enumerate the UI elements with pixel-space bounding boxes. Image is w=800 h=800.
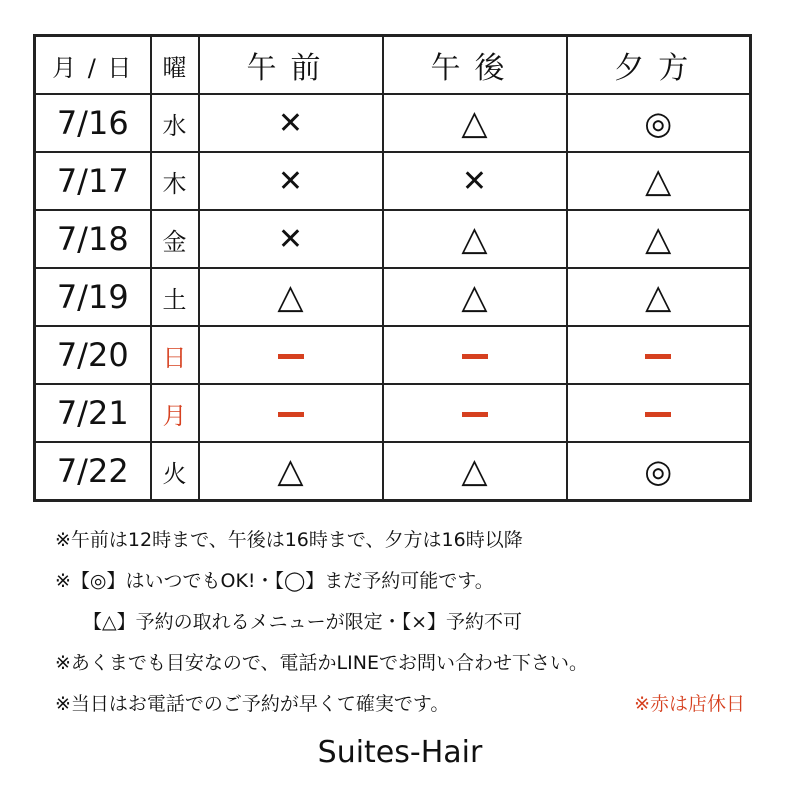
row-date: 7/22 [35, 442, 151, 501]
note-contact: ※あくまでも目安なので、電話かLINEでお問い合わせ下さい。 [55, 652, 588, 674]
row-weekday: 水 [151, 94, 199, 152]
limited-triangle-icon: △ [461, 219, 488, 259]
row-weekday: 木 [151, 152, 199, 210]
note-closed-day: ※赤は店休日 [634, 693, 745, 715]
slot-afternoon [383, 94, 567, 152]
slot-evening [567, 94, 751, 152]
limited-triangle-icon: △ [277, 277, 304, 317]
note-legend-1: ※【◎】はいつでもOK!・【◯】まだ予約可能です。 [55, 570, 494, 592]
limited-triangle-icon: △ [461, 277, 488, 317]
limited-triangle-icon: △ [645, 219, 672, 259]
unavailable-x-icon: ✕ [277, 221, 304, 257]
slot-afternoon [383, 152, 567, 210]
slot-afternoon [383, 326, 567, 384]
row-date: 7/21 [35, 384, 151, 442]
slot-afternoon [383, 268, 567, 326]
slot-afternoon [383, 442, 567, 501]
slot-morning [199, 326, 383, 384]
slot-evening [567, 384, 751, 442]
closed-dash-icon [278, 354, 304, 359]
slot-morning [199, 268, 383, 326]
row-date: 7/20 [35, 326, 151, 384]
slot-afternoon [383, 210, 567, 268]
note-hours: ※午前は12時まで、午後は16時まで、夕方は16時以降 [55, 529, 523, 551]
header-afternoon: 午後 [383, 36, 567, 95]
note-legend-2: 【△】予約の取れるメニューが限定・【×】予約不可 [83, 611, 523, 633]
row-weekday: 日 [151, 326, 199, 384]
note-same-day: ※当日はお電話でのご予約が早くて確実です。 [55, 693, 450, 715]
unavailable-x-icon: ✕ [461, 163, 488, 199]
row-weekday: 土 [151, 268, 199, 326]
schedule-table [33, 34, 752, 502]
schedule-body [35, 94, 751, 501]
slot-morning [199, 152, 383, 210]
note-same-day-row [55, 684, 745, 725]
slot-morning [199, 210, 383, 268]
notes [55, 520, 775, 725]
row-date: 7/19 [35, 268, 151, 326]
slot-evening [567, 210, 751, 268]
slot-evening [567, 326, 751, 384]
slot-morning [199, 384, 383, 442]
table-row [35, 268, 751, 326]
limited-triangle-icon: △ [645, 161, 672, 201]
row-date: 7/16 [35, 94, 151, 152]
closed-dash-icon [645, 412, 671, 417]
limited-triangle-icon: △ [461, 451, 488, 491]
available-double-circle-icon: ◎ [644, 104, 673, 142]
available-double-circle-icon: ◎ [644, 452, 673, 490]
closed-dash-icon [278, 412, 304, 417]
closed-dash-icon [462, 412, 488, 417]
slot-afternoon [383, 384, 567, 442]
closed-dash-icon [645, 354, 671, 359]
table-row [35, 384, 751, 442]
table-row [35, 442, 751, 501]
limited-triangle-icon: △ [277, 451, 304, 491]
slot-evening [567, 268, 751, 326]
table-row [35, 326, 751, 384]
closed-dash-icon [462, 354, 488, 359]
unavailable-x-icon: ✕ [277, 105, 304, 141]
slot-morning [199, 94, 383, 152]
table-row [35, 94, 751, 152]
table-row [35, 210, 751, 268]
row-weekday: 火 [151, 442, 199, 501]
header-morning: 午前 [199, 36, 383, 95]
header-row [35, 36, 751, 95]
table-row [35, 152, 751, 210]
limited-triangle-icon: △ [461, 103, 488, 143]
header-date: 月 / 日 [35, 36, 151, 95]
slot-evening [567, 442, 751, 501]
brand-footer: Suites-Hair [317, 735, 483, 770]
row-date: 7/17 [35, 152, 151, 210]
limited-triangle-icon: △ [645, 277, 672, 317]
row-date: 7/18 [35, 210, 151, 268]
row-weekday: 月 [151, 384, 199, 442]
slot-morning [199, 442, 383, 501]
header-weekday: 曜 [151, 36, 199, 95]
slot-evening [567, 152, 751, 210]
unavailable-x-icon: ✕ [277, 163, 304, 199]
row-weekday: 金 [151, 210, 199, 268]
header-evening: 夕方 [567, 36, 751, 95]
